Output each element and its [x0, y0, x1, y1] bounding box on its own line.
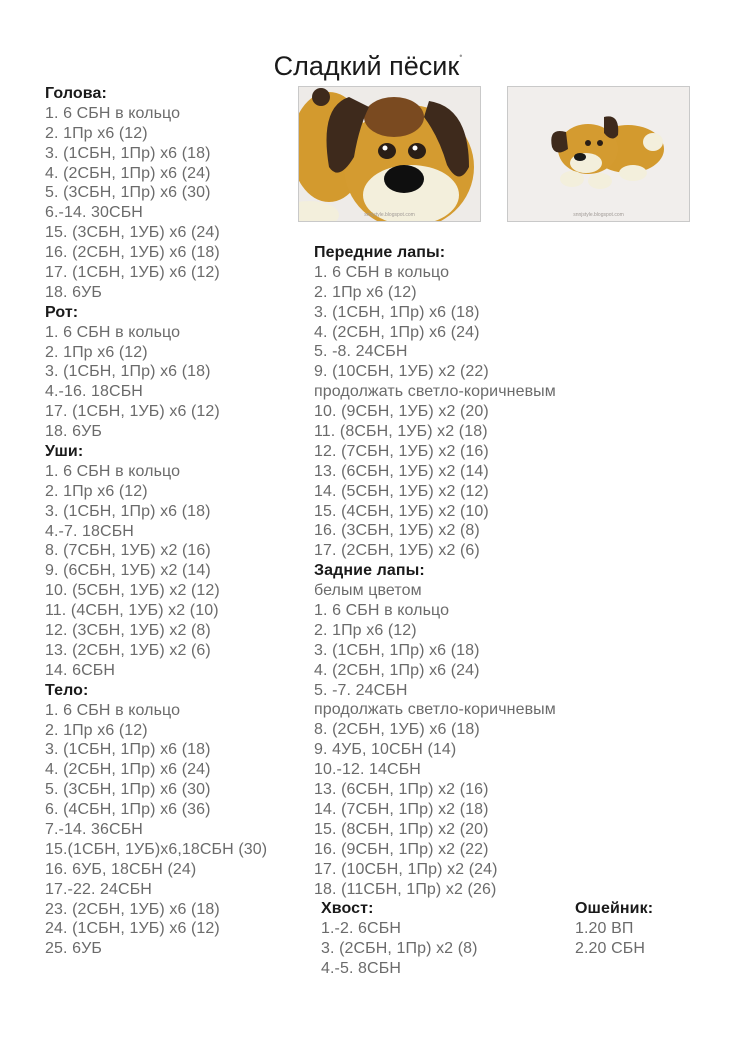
pattern-row: 24. (1СБН, 1УБ) х6 (12) — [45, 920, 220, 938]
pattern-row: 15.(1СБН, 1УБ)х6,18СБН (30) — [45, 840, 268, 858]
pattern-row: 15. (4СБН, 1УБ) х2 (10) — [314, 502, 489, 520]
section-heading-telo: Тело: — [45, 681, 89, 699]
pattern-row: 1. 6 СБН в кольцо — [314, 263, 450, 281]
pattern-row: 9. 4УБ, 10СБН (14) — [314, 741, 457, 759]
pattern-row: 3. (1СБН, 1Пр) х6 (18) — [314, 641, 480, 659]
photo-watermark: snnjstyle.blogspot.com — [364, 212, 415, 218]
pattern-row: 12. (7СБН, 1УБ) х2 (16) — [314, 442, 489, 460]
pattern-row: 4. (2СБН, 1Пр) х6 (24) — [314, 323, 480, 341]
pattern-row: 2. 1Пр х6 (12) — [45, 343, 148, 361]
pattern-row: 4. (2СБН, 1Пр) х6 (24) — [45, 761, 211, 779]
section-heading-ushi: Уши: — [45, 443, 84, 461]
pattern-row: 1. 6 СБН в кольцо — [45, 701, 181, 719]
pattern-row: 23. (2СБН, 1УБ) х6 (18) — [45, 900, 220, 918]
pattern-row: 4.-7. 18СБН — [45, 522, 134, 540]
section-heading-rot: Рот: — [45, 303, 79, 321]
pattern-row: 17. (1СБН, 1УБ) х6 (12) — [45, 403, 220, 421]
pattern-row: 16. 6УБ, 18СБН (24) — [45, 860, 197, 878]
pattern-row: 3. (1СБН, 1Пр) х6 (18) — [45, 144, 211, 162]
pattern-row: 7.-14. 36СБН — [45, 820, 143, 838]
pattern-row: продолжать светло-коричневым — [314, 383, 556, 401]
pattern-row: 2. 1Пр х6 (12) — [314, 283, 417, 301]
pattern-row: 3. (1СБН, 1Пр) х6 (18) — [45, 741, 211, 759]
pattern-row: 5. -8. 24СБН — [314, 343, 408, 361]
pattern-row: 14. 6СБН — [45, 661, 115, 679]
pattern-row: 16. (2СБН, 1УБ) х6 (18) — [45, 244, 220, 262]
pattern-row: 1. 6 СБН в кольцо — [45, 323, 181, 341]
pattern-row: 1.20 ВП — [575, 919, 634, 937]
pattern-row: белым цветом — [314, 582, 422, 600]
pattern-row: 11. (4СБН, 1УБ) х2 (10) — [45, 602, 219, 620]
title-mark: • — [459, 51, 463, 61]
pattern-row: 5. -7. 24СБН — [314, 681, 408, 699]
section-heading-zadnie: Задние лапы: — [314, 562, 425, 580]
puppy-photo-lying — [507, 86, 690, 222]
pattern-row: 8. (7СБН, 1УБ) х2 (16) — [45, 542, 211, 560]
pattern-row: 4. (2СБН, 1Пр) х6 (24) — [45, 164, 211, 182]
pattern-row: 6.-14. 30СБН — [45, 204, 143, 222]
pattern-row: 4.-16. 18СБН — [45, 383, 143, 401]
section-osheynik — [575, 899, 653, 959]
section-heading-osheynik: Ошейник: — [575, 900, 654, 917]
pattern-row: 6. (4СБН, 1Пр) х6 (36) — [45, 801, 211, 819]
pattern-row: 10. (5СБН, 1УБ) х2 (12) — [45, 582, 220, 600]
pattern-row: 1. 6 СБН в кольцо — [314, 602, 450, 620]
pattern-row: 4. (2СБН, 1Пр) х6 (24) — [314, 661, 480, 679]
pattern-row: 12. (3СБН, 1УБ) х2 (8) — [45, 622, 211, 640]
pattern-row: 2. 1Пр х6 (12) — [45, 482, 148, 500]
pattern-row: 2.20 СБН — [575, 939, 645, 957]
pattern-row: 18. 6УБ — [45, 423, 102, 441]
pattern-row: 5. (3СБН, 1Пр) х6 (30) — [45, 781, 211, 799]
pattern-row: 16. (9СБН, 1Пр) х2 (22) — [314, 840, 489, 858]
pattern-row: 16. (3СБН, 1УБ) х2 (8) — [314, 522, 480, 540]
pattern-row: 3. (1СБН, 1Пр) х6 (18) — [45, 502, 211, 520]
pattern-row: 1. 6 СБН в кольцо — [45, 104, 181, 122]
pattern-row: 2. 1Пр х6 (12) — [45, 124, 148, 142]
pattern-row: 11. (8СБН, 1УБ) х2 (18) — [314, 423, 488, 441]
pattern-row: 17. (10СБН, 1Пр) х2 (24) — [314, 860, 498, 878]
pattern-row: 15. (3СБН, 1УБ) х6 (24) — [45, 224, 220, 242]
pattern-row: 17. (2СБН, 1УБ) х2 (6) — [314, 542, 480, 560]
puppy-photo-closeup — [298, 86, 481, 222]
pattern-row: 14. (7СБН, 1Пр) х2 (18) — [314, 800, 489, 818]
pattern-row: 9. (10СБН, 1УБ) х2 (22) — [314, 363, 489, 381]
pattern-row: 2. 1Пр х6 (12) — [45, 721, 148, 739]
pattern-row: 10.-12. 14СБН — [314, 761, 421, 779]
pattern-row: 25. 6УБ — [45, 940, 102, 958]
pattern-row: продолжать светло-коричневым — [314, 701, 556, 719]
photo-watermark: snnjstyle.blogspot.com — [573, 212, 624, 218]
pattern-row: 1. 6 СБН в кольцо — [45, 462, 181, 480]
pattern-row: 13. (6СБН, 1УБ) х2 (14) — [314, 462, 489, 480]
puppy-lying-illustration — [508, 87, 689, 221]
pattern-row: 17.-22. 24СБН — [45, 880, 152, 898]
pattern-row: 8. (2СБН, 1УБ) х6 (18) — [314, 721, 480, 739]
section-heading-golova: Голова: — [45, 85, 107, 102]
section-hvost — [321, 899, 478, 979]
pattern-row: 14. (5СБН, 1УБ) х2 (12) — [314, 482, 489, 500]
pattern-row: 18. (11СБН, 1Пр) х2 (26) — [314, 880, 497, 898]
pattern-row: 13. (2СБН, 1УБ) х2 (6) — [45, 641, 211, 659]
pattern-row: 2. 1Пр х6 (12) — [314, 621, 417, 639]
pattern-row: 17. (1СБН, 1УБ) х6 (12) — [45, 264, 220, 282]
left-column — [45, 84, 267, 959]
right-column — [314, 243, 556, 899]
pattern-row: 15. (8СБН, 1Пр) х2 (20) — [314, 820, 489, 838]
puppy-closeup-illustration — [299, 87, 480, 221]
pattern-row: 3. (1СБН, 1Пр) х6 (18) — [45, 363, 211, 381]
pattern-row: 13. (6СБН, 1Пр) х2 (16) — [314, 781, 489, 799]
pattern-row: 1.-2. 6СБН — [321, 919, 401, 937]
pattern-row: 3. (2СБН, 1Пр) х2 (8) — [321, 939, 478, 957]
pattern-row: 9. (6СБН, 1УБ) х2 (14) — [45, 562, 211, 580]
pattern-row: 5. (3СБН, 1Пр) х6 (30) — [45, 184, 211, 202]
section-heading-perednie: Передние лапы: — [314, 244, 446, 261]
pattern-row: 3. (1СБН, 1Пр) х6 (18) — [314, 303, 480, 321]
pattern-row: 10. (9СБН, 1УБ) х2 (20) — [314, 403, 489, 421]
section-heading-hvost: Хвост: — [321, 900, 374, 917]
pattern-row: 18. 6УБ — [45, 283, 102, 301]
pattern-row: 4.-5. 8СБН — [321, 959, 401, 977]
page-title: Сладкий пёсик• — [273, 51, 463, 81]
